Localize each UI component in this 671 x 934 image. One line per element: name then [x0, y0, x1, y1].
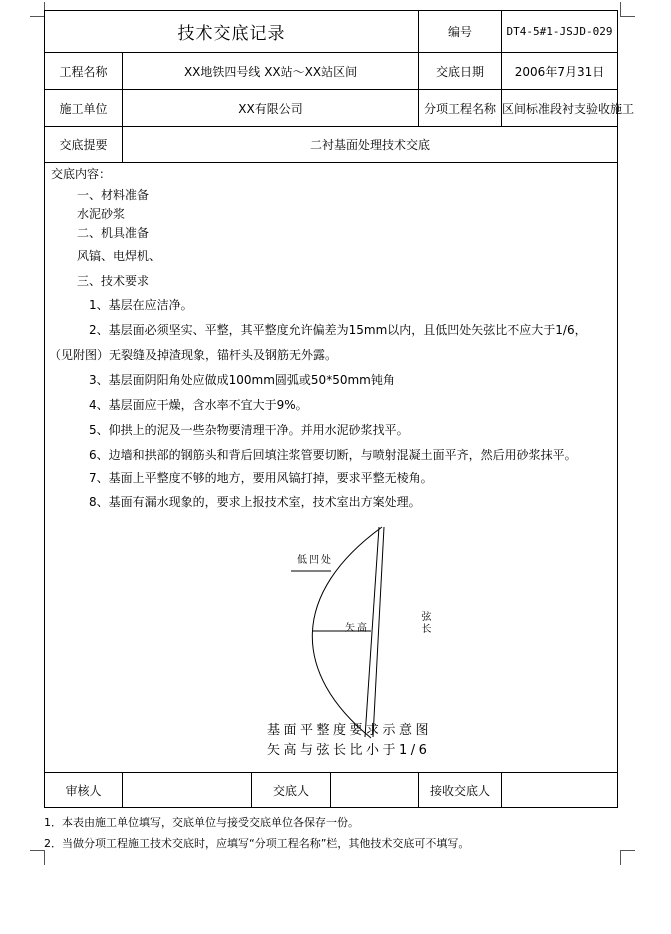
reviewer-value[interactable]	[123, 773, 252, 808]
subproject-label: 分项工程名称	[419, 90, 502, 127]
low-point-label: 低凹处	[297, 555, 333, 566]
code-label: 编号	[419, 11, 502, 53]
summary-label: 交底提要	[45, 127, 123, 163]
note-2: 2．当做分项工程施工技术交底时，应填写“分项工程名称”栏，其他技术交底可不填写。	[44, 837, 470, 850]
date-value: 2006年7月31日	[502, 53, 618, 90]
crop-mark-top-left	[30, 2, 45, 17]
crop-mark-top-right	[620, 2, 635, 17]
section2-body: 风镐、电焊机、	[77, 249, 162, 263]
requirement-2a: 2、基层面必须坚实、平整，其平整度允许偏差为15mm以内，且低凹处矢弦比不应大于1/6，	[89, 323, 587, 337]
requirement-5: 5、仰拱上的泥及一些杂物要清理干净。并用水泥砂浆找平。	[89, 423, 409, 437]
sagitta-label: 矢高	[345, 623, 369, 634]
summary-value: 二衬基面处理技术交底	[123, 127, 618, 163]
disclosure-form	[44, 10, 635, 808]
receiver-label: 接收交底人	[419, 773, 502, 808]
requirement-7: 7、基面上平整度不够的地方，要用风镐打掉，要求平整无棱角。	[89, 471, 433, 485]
note-1: 1．本表由施工单位填写，交底单位与接受交底单位各保存一份。	[44, 816, 359, 829]
diagram-caption-1: 基面平整度要求示意图	[267, 723, 433, 738]
content-cell	[45, 163, 618, 773]
section3-title: 三、技术要求	[77, 274, 150, 288]
section1-body: 水泥砂浆	[77, 207, 126, 221]
discloser-label: 交底人	[252, 773, 331, 808]
requirement-4: 4、基层面应干燥，含水率不宜大于9%。	[89, 398, 308, 412]
unit-label: 施工单位	[45, 90, 123, 127]
crop-mark-bottom-left	[30, 850, 45, 865]
requirement-1: 1、基层在应洁净。	[89, 298, 193, 312]
chord-line-b	[373, 527, 384, 737]
receiver-value[interactable]	[502, 773, 618, 808]
subproject-value: 区间标准段衬支验收施工	[502, 90, 618, 127]
section1-title: 一、材料准备	[77, 188, 150, 202]
requirement-6: 6、边墙和拱部的钢筋头和背后回填注浆管要切断，与喷射混凝土面平齐，然后用砂浆抹平。	[89, 448, 577, 462]
date-label: 交底日期	[419, 53, 502, 90]
form-title: 技术交底记录	[45, 11, 419, 53]
requirement-2b: （见附图）无裂缝及掉渣现象，锚杆头及钢筋无外露。	[49, 348, 338, 362]
chord-label: 弦长	[419, 611, 430, 635]
unit-value: XX有限公司	[123, 90, 419, 127]
project-name-value: XX地铁四号线 XX站～XX站区间	[123, 53, 419, 90]
crop-mark-bottom-right	[620, 850, 635, 865]
discloser-value[interactable]	[331, 773, 419, 808]
requirement-8: 8、基面有漏水现象的，要求上报技术室，技术室出方案处理。	[89, 495, 421, 509]
code-value: DT4-5#1-JSJD-029	[502, 11, 618, 53]
section2-title: 二、机具准备	[77, 226, 150, 240]
flatness-diagram	[195, 523, 495, 743]
requirement-3: 3、基层面阴阳角处应做成100mm圆弧或50*50mm钝角	[89, 373, 395, 387]
reviewer-label: 审核人	[45, 773, 123, 808]
diagram-caption-2: 矢高与弦长比小于1/6	[267, 743, 431, 758]
form-notes	[44, 812, 469, 854]
content-heading: 交底内容：	[51, 167, 112, 181]
project-name-label: 工程名称	[45, 53, 123, 90]
